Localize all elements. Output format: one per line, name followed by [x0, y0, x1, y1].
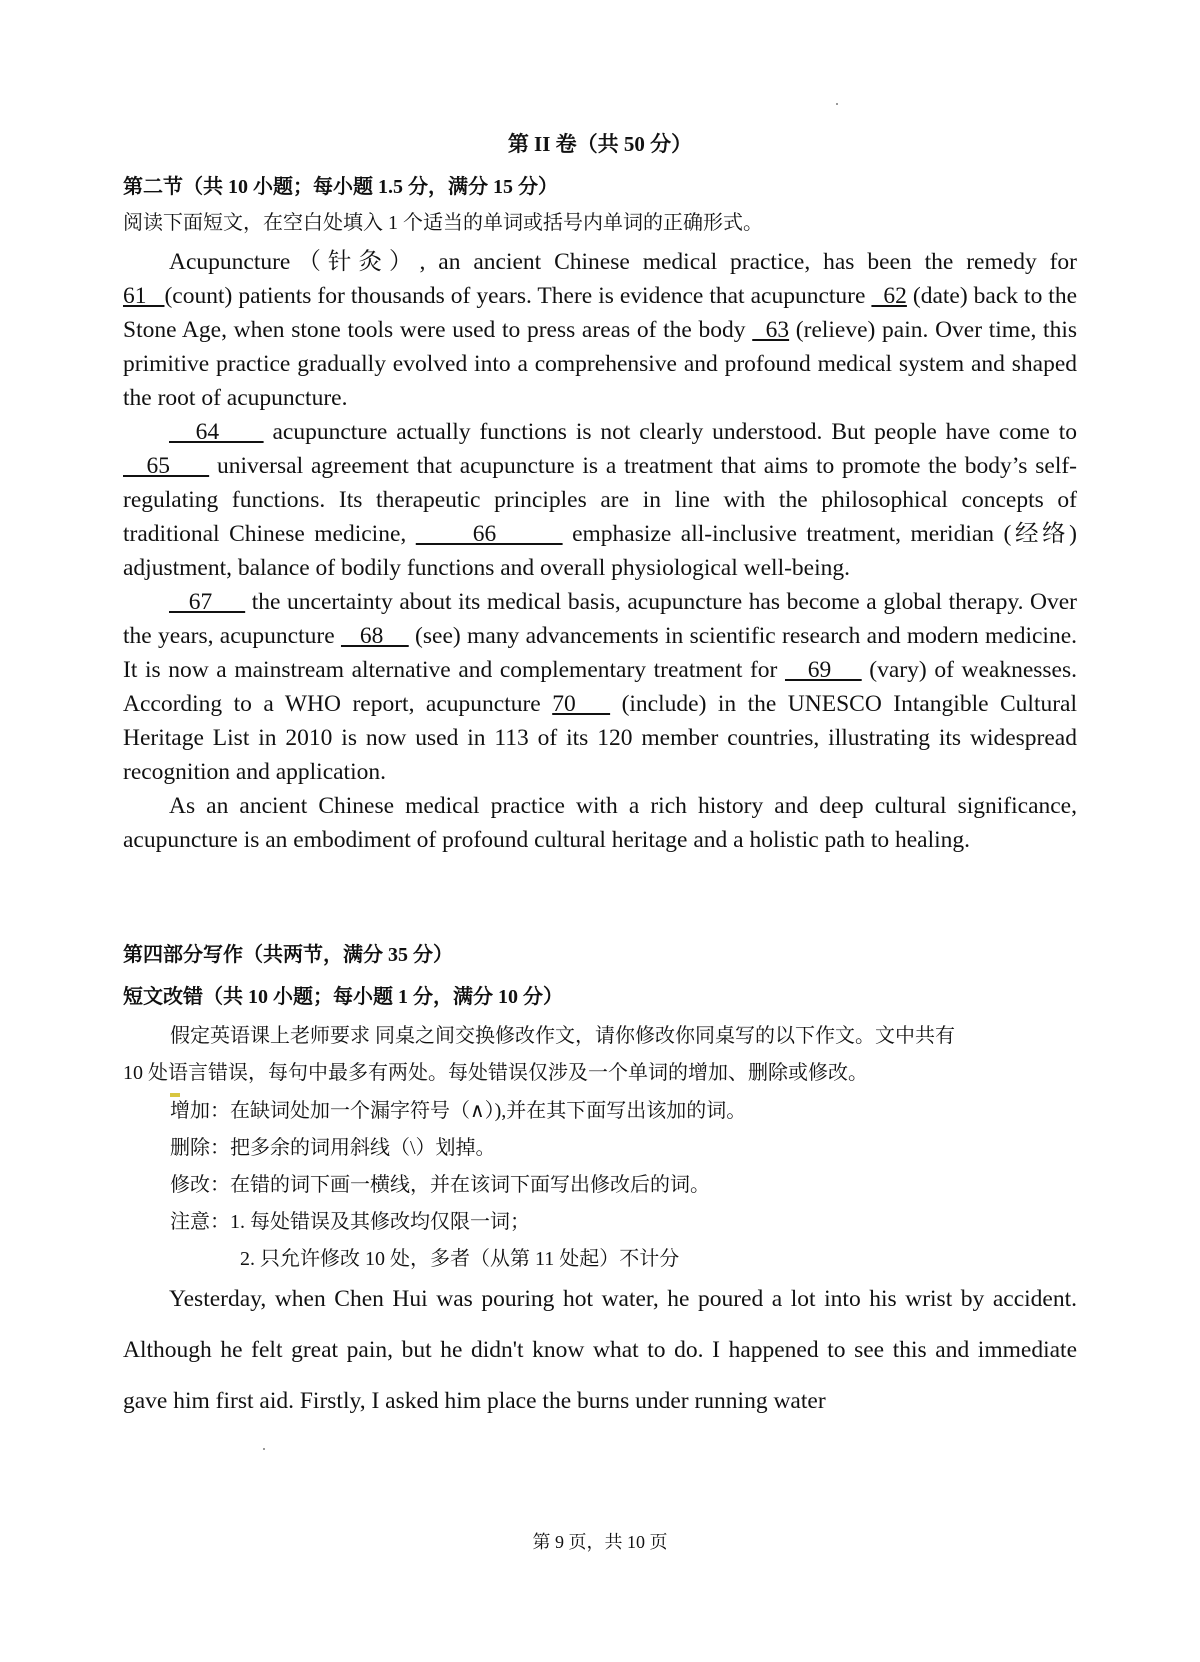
page-footer: 第 9 页，共 10 页	[532, 1532, 668, 1552]
blank-70: 70	[552, 691, 611, 717]
part4-subheading: 短文改错（共 10 小题；每小题 1 分，满分 10 分）	[123, 986, 563, 1008]
text: (vary) of weaknesses. According to a WHO report, acupuncture	[123, 657, 1077, 717]
blank-62: 62	[871, 283, 907, 309]
part4-heading: 第四部分写作（共两节，满分 35 分）	[123, 944, 453, 966]
text: (date) back to the Stone Age, when stone tools were used to press areas of the body	[123, 283, 1078, 343]
blank-66: 66	[415, 521, 563, 547]
blank-63: 63	[752, 317, 790, 343]
text: (see) many advancements in scientific research and modern medicine. It is now a mainstream alternative and complementary treatment for	[123, 623, 1078, 683]
scan-speck	[836, 103, 838, 105]
text: (relieve) pain. Over time, this primitive practice gradually evolved into a comprehensive and profound medical system and shaped the root of acupuncture.	[123, 317, 1078, 411]
cloze-passage	[123, 245, 1077, 857]
text: Acupuncture（针灸）, an ancient Chinese medical practice, has been the remedy for	[169, 249, 1077, 275]
blank-61: 61	[123, 283, 165, 309]
text: emphasize all-inclusive treatment, meridian (经络) adjustment, balance of bodily functions and overall physiological well-being.	[123, 521, 1078, 581]
text: (include) in the UNESCO Intangible Cultural Heritage List in 2010 is now used in 113 of its 120 member countries, illustrating its widespread recognition and application.	[123, 691, 1078, 785]
blank-65: 65	[123, 453, 210, 479]
intro-line-2: 10 处语言错误，每句中最多有两处。每处错误仅涉及一个单词的增加、删除或修改。	[123, 1062, 868, 1084]
paragraph-4: As an ancient Chinese medical practice with a rich history and deep cultural significance, acupuncture is an embodiment of profound cultural heritage and a holistic path to healing.	[123, 793, 1077, 853]
blank-64: 64	[169, 419, 264, 445]
blank-69: 69	[784, 657, 862, 683]
intro-line-1: 假定英语课上老师要求 同桌之间交换修改作文，请你修改你同桌写的以下作文。文中共有	[170, 1025, 955, 1047]
rule-modify: 修改：在错的词下画一横线，并在该词下面写出修改后的词。	[170, 1174, 710, 1196]
paragraph-1	[123, 245, 1077, 415]
paragraph-3	[123, 585, 1077, 789]
section2-heading: 第二节（共 10 小题；每小题 1.5 分，满分 15 分）	[123, 176, 558, 198]
scan-speck	[263, 1448, 265, 1450]
text: (count) patients for thousands of years. There is evidence that acupuncture	[164, 283, 872, 309]
section2-instruction: 阅读下面短文，在空白处填入 1 个适当的单词或括号内单词的正确形式。	[123, 212, 763, 234]
text: acupuncture actually functions is not clearly understood. But people have come to	[263, 419, 1077, 445]
note-2: 2. 只允许修改 10 处，多者（从第 11 处起）不计分	[240, 1248, 680, 1270]
text: the uncertainty about its medical basis, acupuncture has become a global therapy. Over the years, acupuncture	[123, 589, 1078, 649]
rule-delete: 删除：把多余的词用斜线（\）划掉。	[170, 1137, 496, 1159]
volume-title: 第 II 卷（共 50 分）	[507, 132, 693, 156]
paragraph-2	[123, 415, 1077, 585]
blank-68: 68	[340, 623, 409, 649]
text: universal agreement that acupuncture is a treatment that aims to promote the body’s self-regulating functions. Its therapeutic principles are in line with the philosophical concepts of traditional Chinese medicine,	[123, 453, 1077, 547]
note-1: 注意：1. 每处错误及其修改均仅限一词；	[170, 1211, 530, 1233]
blank-67: 67	[169, 589, 246, 615]
rule-add: 增加：在缺词处加一个漏字符号（∧）),并在其下面写出该加的词。	[170, 1100, 747, 1122]
essay-text: Yesterday, when Chen Hui was pouring hot water, he poured a lot into his wrist by accident. Although he felt great pain, but he didn't know what to do. I happened to see this and immediate gave him first aid. Firstly, I asked him place the burns under running water	[123, 1286, 1077, 1414]
